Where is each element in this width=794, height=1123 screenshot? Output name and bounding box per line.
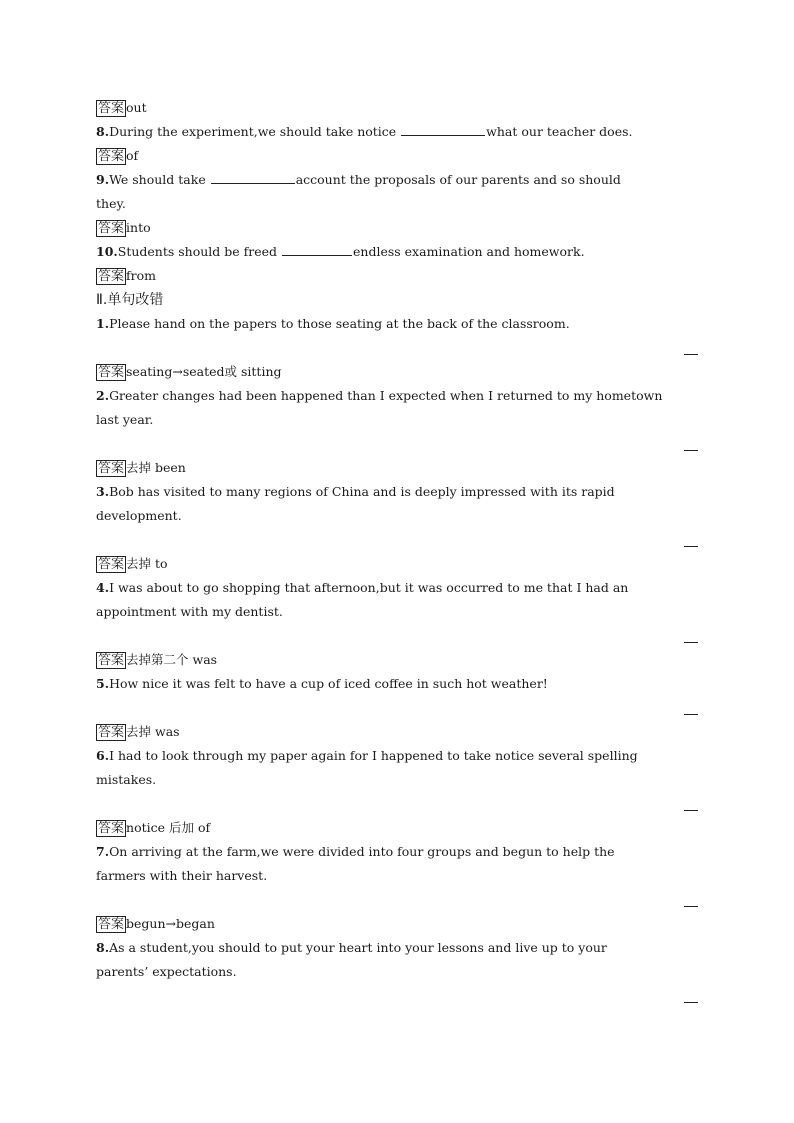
answer-row-fill-8 (96, 148, 138, 165)
question-number: 4. (96, 580, 110, 595)
question-number: 9. (96, 172, 110, 187)
answer-row-correction-1 (96, 364, 282, 381)
answer-text: from (126, 268, 156, 283)
correction-question-7-continued (96, 868, 267, 884)
answer-label: 答案 (98, 917, 125, 932)
answer-blank (211, 172, 295, 184)
correction-question-3-continued (96, 508, 182, 524)
answer-text: out (126, 100, 147, 115)
correction-question-5 (96, 676, 548, 692)
answer-text: notice 后加 of (126, 820, 211, 835)
question-fill-9 (96, 172, 621, 188)
question-text: Students should be freed (117, 244, 282, 259)
question-text: account the proposals of our parents and so should (295, 172, 621, 187)
answer-label: 答案 (98, 365, 125, 380)
question-number: 1. (96, 316, 110, 331)
answer-rule (684, 546, 698, 547)
answer-text: 去掉 to (126, 556, 168, 571)
answer-rule (684, 714, 698, 715)
question-text: As a student,you should to put your heart into your lessons and live up to your (109, 940, 607, 955)
question-text: farmers with their harvest. (96, 868, 268, 883)
question-fill-8 (96, 124, 632, 140)
answer-label: 答案 (98, 269, 125, 284)
question-number: 2. (96, 388, 110, 403)
answer-row-correction-4 (96, 652, 217, 669)
question-text: parents’ expectations. (96, 964, 237, 979)
question-text: I was about to go shopping that afternoon,but it was occurred to me that I had an (109, 580, 629, 595)
answer-text: into (126, 220, 151, 235)
answer-row-fill-9 (96, 220, 151, 237)
answer-rule (684, 354, 698, 355)
answer-row-correction-7 (96, 916, 215, 933)
answer-rule (684, 1002, 698, 1003)
question-text: development. (96, 508, 182, 523)
question-text: We should take (109, 172, 210, 187)
answer-rule (684, 810, 698, 811)
answer-text: 去掉第二个 was (126, 652, 218, 667)
question-text: last year. (96, 412, 154, 427)
question-text: appointment with my dentist. (96, 604, 283, 619)
correction-question-6-continued (96, 772, 156, 788)
question-text: During the experiment,we should take notice (109, 124, 401, 139)
question-text: they. (96, 196, 126, 211)
answer-row-fill-7 (96, 100, 147, 117)
answer-text: of (126, 148, 139, 163)
correction-question-4-continued (96, 604, 283, 620)
correction-question-2-continued (96, 412, 153, 428)
correction-question-4 (96, 580, 628, 596)
question-number: 3. (96, 484, 110, 499)
answer-blank (282, 244, 352, 256)
correction-question-7 (96, 844, 615, 860)
question-number: 8. (96, 940, 110, 955)
answer-text: seating→seated或 sitting (126, 364, 282, 379)
correction-question-1 (96, 316, 570, 332)
answer-text: begun→began (126, 916, 215, 931)
answer-label: 答案 (98, 653, 125, 668)
answer-label: 答案 (98, 461, 125, 476)
question-text: Please hand on the papers to those seating at the back of the classroom. (109, 316, 570, 331)
question-text: what our teacher does. (486, 124, 633, 139)
answer-label: 答案 (98, 725, 125, 740)
question-number: 6. (96, 748, 110, 763)
question-number: 5. (96, 676, 110, 691)
question-text: Greater changes had been happened than I expected when I returned to my hometown (109, 388, 663, 403)
answer-row-correction-5 (96, 724, 180, 741)
answer-label: 答案 (98, 149, 125, 164)
correction-question-6 (96, 748, 638, 764)
answer-label: 答案 (98, 101, 125, 116)
question-fill-9-continued (96, 196, 126, 212)
question-number: 8. (96, 124, 110, 139)
question-text: Bob has visited to many regions of China and is deeply impressed with its rapid (109, 484, 615, 499)
answer-row-correction-2 (96, 460, 186, 477)
answer-rule (684, 642, 698, 643)
correction-question-8 (96, 940, 607, 956)
question-fill-10 (96, 244, 585, 260)
question-number: 7. (96, 844, 110, 859)
answer-rule (684, 450, 698, 451)
answer-label: 答案 (98, 221, 125, 236)
question-number: 10. (96, 244, 118, 259)
section-title: Ⅱ.单句改错 (96, 292, 164, 308)
answer-row-correction-3 (96, 556, 168, 573)
answer-label: 答案 (98, 821, 125, 836)
correction-question-8-continued (96, 964, 237, 980)
question-text: How nice it was felt to have a cup of iced coffee in such hot weather! (109, 676, 548, 691)
correction-question-3 (96, 484, 615, 500)
correction-question-2 (96, 388, 662, 404)
answer-text: 去掉 was (126, 724, 180, 739)
question-text: endless examination and homework. (353, 244, 585, 259)
answer-row-correction-6 (96, 820, 210, 837)
answer-label: 答案 (98, 557, 125, 572)
question-text: mistakes. (96, 772, 157, 787)
answer-text: 去掉 been (126, 460, 186, 475)
answer-rule (684, 906, 698, 907)
answer-blank (401, 124, 485, 136)
question-text: I had to look through my paper again for I happened to take notice several spelling (109, 748, 638, 763)
answer-row-fill-10 (96, 268, 156, 285)
question-text: On arriving at the farm,we were divided into four groups and begun to help the (109, 844, 615, 859)
